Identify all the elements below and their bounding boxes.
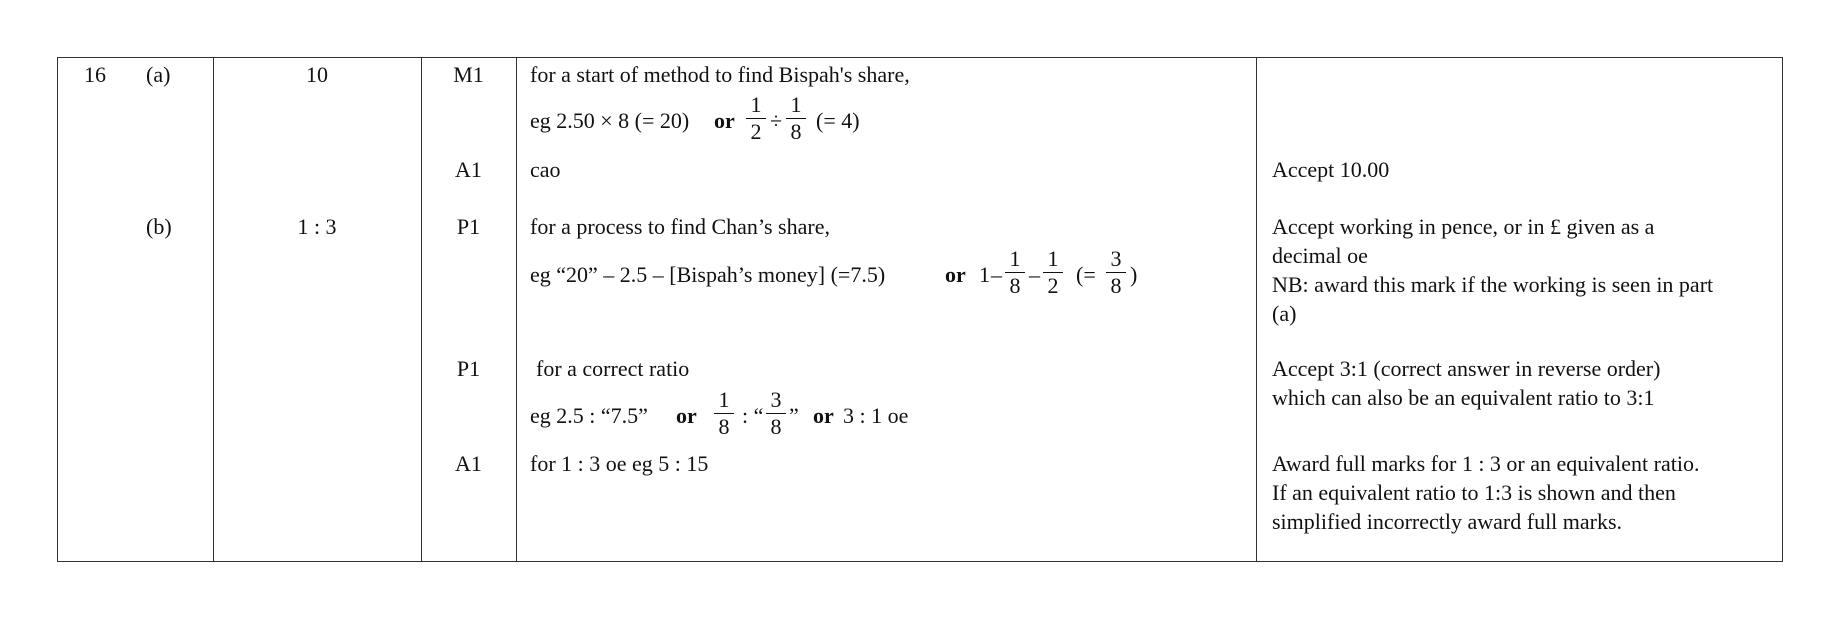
equals-close: ) [1130,262,1138,287]
guidance-note-line: simplified incorrectly award full marks. [1272,509,1623,534]
guidance-note-line: Accept working in pence, or in £ given as a [1272,214,1655,239]
or-keyword: or [714,108,735,133]
column-divider [1256,57,1257,562]
mark-code: M1 [453,62,484,87]
column-divider [516,57,517,562]
guidance-note-line: which can also be an equivalent ratio to 3:1 [1272,385,1655,410]
mark-description: for 1 : 3 oe eg 5 : 15 [530,451,709,476]
part-label-a: (a) [146,62,171,87]
close-quote: ” [789,403,799,428]
answer-b: 1 : 3 [297,214,337,239]
fraction-numerator: 1 [790,92,802,117]
mark-description: for a process to find Chan’s share, [530,214,830,239]
fraction-denominator: 8 [770,414,782,439]
or-keyword: or [813,403,834,428]
fraction-numerator: 1 [1009,246,1021,271]
fraction-numerator: 3 [770,387,782,412]
mark-description: for a start of method to find Bispah's share, [530,62,910,87]
colon-quote: : “ [742,403,764,428]
or-keyword: or [945,262,966,287]
fraction [712,389,736,438]
guidance-note: Accept 10.00 [1272,157,1390,182]
guidance-note-line: If an equivalent ratio to 1:3 is shown and then [1272,480,1676,505]
fraction-numerator: 3 [1110,246,1122,271]
fraction-numerator: 1 [750,92,762,117]
result-text: (= 4) [816,108,860,133]
guidance-note-line: Accept 3:1 (correct answer in reverse order) [1272,356,1661,381]
question-number: 16 [84,62,106,87]
guidance-note-line: NB: award this mark if the working is seen in part [1272,272,1714,297]
fraction-denominator: 8 [790,119,802,144]
example-text: eg 2.5 : “7.5” [530,403,648,428]
fraction [784,94,808,143]
minus-sign: – [1029,262,1040,287]
mark-code: A1 [455,157,482,182]
example-text: eg “20” – 2.5 – [Bispah’s money] (=7.5) [530,262,886,287]
mark-code: P1 [456,356,481,381]
part-label-b: (b) [146,214,172,239]
or-keyword: or [676,403,697,428]
minus-sign: – [991,262,1002,287]
fraction-denominator: 2 [1047,273,1059,298]
column-divider [213,57,214,562]
mark-description: cao [530,157,561,182]
example-text: eg 2.50 × 8 (= 20) [530,108,690,133]
fraction-numerator: 1 [718,387,730,412]
mark-code: A1 [455,451,482,476]
fraction [764,389,788,438]
ratio-text: 3 : 1 oe [843,403,909,428]
guidance-note-line: Award full marks for 1 : 3 or an equivalent ratio. [1272,451,1700,476]
column-divider [421,57,422,562]
fraction [744,94,768,143]
fraction [1104,248,1128,297]
divide-sign: ÷ [770,108,783,133]
guidance-note-line: (a) [1272,301,1297,326]
fraction-numerator: 1 [1047,246,1059,271]
mark-code: P1 [456,214,481,239]
mark-description: for a correct ratio [536,356,690,381]
equals-open: (= [1076,262,1096,287]
one-text: 1 [979,262,990,287]
fraction [1041,248,1065,297]
guidance-note-line: decimal oe [1272,243,1368,268]
answer-a: 10 [306,62,328,87]
fraction-denominator: 2 [750,119,762,144]
fraction [1003,248,1027,297]
fraction-denominator: 8 [718,414,730,439]
fraction-denominator: 8 [1009,273,1021,298]
fraction-denominator: 8 [1110,273,1122,298]
